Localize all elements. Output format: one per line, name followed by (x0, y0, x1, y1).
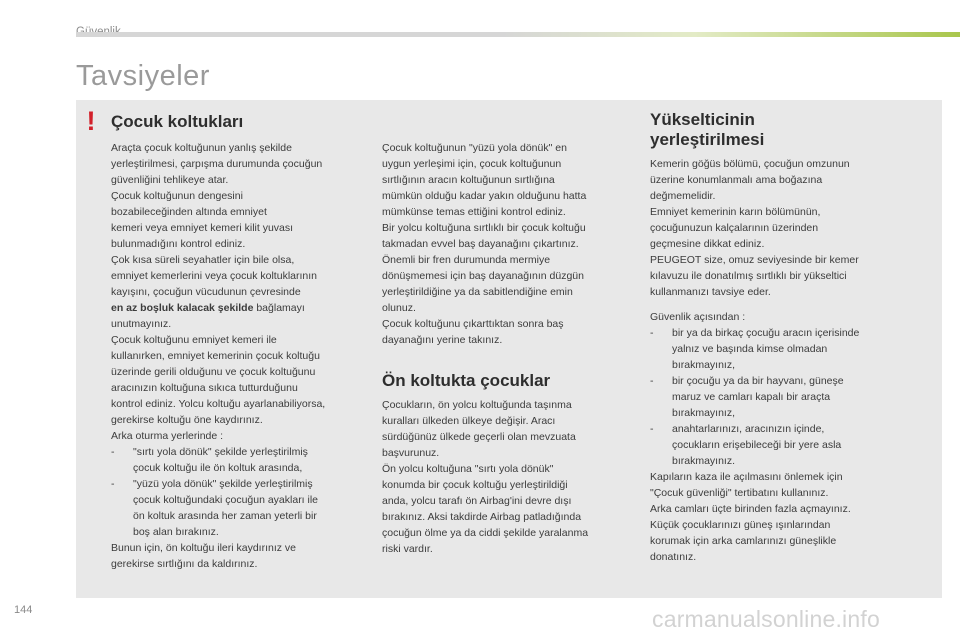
text-line: Emniyet kemerinin karın bölümünün, (650, 206, 821, 218)
child-seats-text-b (111, 316, 366, 444)
child-seats-text-end (111, 540, 366, 572)
text-line: anda, yolcu tarafı ön Airbag'ini devre dışı (382, 495, 572, 507)
text-line: Arka camları üçte birinden fazla açmayınız. (650, 503, 851, 515)
list-dash: - (111, 446, 115, 458)
text-line: Arka oturma yerlerinde : (111, 430, 224, 442)
child-seats-text-a (111, 140, 366, 300)
list-item (650, 325, 902, 373)
text-line: kayışını, çocuğun vücudunun çevresinde (111, 286, 301, 298)
text-line: çocuğun ölme ya da ciddi şekilde yaralanma (382, 527, 589, 539)
text-line: üzerine konumlanmalı ama boğazına (650, 174, 823, 186)
spacer (650, 300, 902, 309)
list-item-line: yalnız ve başında kimse olmadan (672, 343, 828, 355)
emphasis-text: en az boşluk kalacak şekilde (111, 302, 254, 314)
text-line: PEUGEOT size, omuz seviyesinde bir kemer (650, 254, 859, 266)
text-line: Çocuk koltuğunu emniyet kemeri ile (111, 334, 277, 346)
text-line: mümkünse temas ettiğini kontrol ediniz. (382, 206, 566, 218)
text-line: donatınız. (650, 551, 697, 563)
text-line: Bunun için, ön koltuğu ileri kaydırınız ve (111, 542, 297, 554)
booster-heading-line-2: yerleştirilmesi (650, 130, 765, 149)
child-seats-column-1 (111, 140, 366, 572)
text-line: "Çocuk güvenliği" tertibatını kullanınız. (650, 487, 829, 499)
text-line: aracınızın koltuğuna sıkıca tutturduğunu (111, 382, 298, 394)
text-line: kullanmanızı tavsiye eder. (650, 286, 771, 298)
list-item-line: bırakmayınız. (672, 455, 736, 467)
text-line: sırtlığının aracın koltuğunun sırtlığına (382, 174, 555, 186)
child-seats-heading: Çocuk koltukları (111, 112, 244, 131)
list-item-line: çocuk koltuğu ile ön koltuk arasında, (133, 462, 303, 474)
text-line: kullanırken, emniyet kemerinin çocuk koltuğu (111, 350, 320, 362)
watermark: carmanualsonline.info (652, 606, 880, 632)
front-seat-heading: Ön koltukta çocuklar (382, 371, 551, 390)
text-line: çocuğunuzun kalçalarının üzerinden (650, 222, 819, 234)
text-line: Kapıların kaza ile açılmasını önlemek için (650, 471, 843, 483)
text-line: Çocuk koltuğunun dengesini (111, 190, 243, 202)
list-dash: - (650, 375, 654, 387)
header-rule (76, 32, 960, 37)
booster-heading (650, 110, 900, 150)
list-item (111, 444, 366, 476)
list-item (111, 476, 366, 540)
text-line: yerleştirilmesi, çarpışma durumunda çocuğun (111, 158, 323, 170)
text-line: yerleştirildiğine ya da sabitlendiğine emin (382, 286, 573, 298)
text-line: üzerinde gerili olduğunu ve çocuk koltuğunu (111, 366, 316, 378)
emphasis-tail: bağlamayı (253, 302, 305, 314)
list-item-line: "yüzü yola dönük" şekilde yerleştirilmiş (133, 478, 313, 490)
list-item (650, 373, 902, 421)
list-item-line: anahtarlarınızı, aracınızın içinde, (672, 423, 825, 435)
text-line: Kemerin göğüs bölümü, çocuğun omzunun (650, 158, 850, 170)
safety-list (650, 325, 902, 469)
text-line: Bir yolcu koltuğuna sırtlıklı bir çocuk koltuğu (382, 222, 586, 234)
bold-line (111, 300, 366, 316)
text-line: uygun yerleşimi için, çocuk koltuğunun (382, 158, 562, 170)
safety-intro: Güvenlik açısından : (650, 311, 746, 323)
child-seats-column-2 (382, 140, 637, 348)
text-line: kemeri veya emniyet kemeri kilit yuvası (111, 222, 294, 234)
text-line: Araçta çocuk koltuğunun yanlış şekilde (111, 142, 292, 154)
list-dash: - (111, 478, 115, 490)
text-line: güvenliğini tehlikeye atar. (111, 174, 229, 186)
page-title: Tavsiyeler (76, 60, 210, 92)
text-line: Ön yolcu koltuğuna "sırtı yola dönük" (382, 463, 554, 475)
front-seat-text (382, 397, 637, 557)
list-item-line: çocuk koltuğundaki çocuğun ayakları ile (133, 494, 319, 506)
text-line: Çocuk koltuğunu çıkarttıktan sonra baş (382, 318, 564, 330)
text-line: riski vardır. (382, 543, 433, 555)
text-line: olunuz. (382, 302, 416, 314)
text-line: gerekirse koltuğu öne kaydırınız. (111, 414, 263, 426)
text-line: takmadan evvel baş dayanağını çıkartınız. (382, 238, 579, 250)
text-line: Çocukların, ön yolcu koltuğunda taşınma (382, 399, 572, 411)
text-line: kılavuzu ile donatılmış sırtlıklı bir yükseltici (650, 270, 847, 282)
list-item-line: boş alan bırakınız. (133, 526, 219, 538)
text-line: dayanağını yerine takınız. (382, 334, 503, 346)
text-line: geçmesine dikkat ediniz. (650, 238, 765, 250)
text-line: sürdüğünüz ülkede geçerli olan mevzuata (382, 431, 576, 443)
text-line: konumda bir çocuk koltuğu yerleştirildiği (382, 479, 568, 491)
text-line: bozabileceğinden altında emniyet (111, 206, 267, 218)
list-item-line: bir ya da birkaç çocuğu aracın içerisinde (672, 327, 860, 339)
text-line: başvurunuz. (382, 447, 440, 459)
list-dash: - (650, 423, 654, 435)
booster-heading-line-1: Yükselticinin (650, 110, 755, 129)
list-dash: - (650, 327, 654, 339)
text-line: Küçük çocuklarınızı güneş ışınlarından (650, 519, 831, 531)
text-line: bırakınız. Aksi takdirde Airbag patladığında (382, 511, 582, 523)
text-line: korumak için arka camlarınızı güneşlikle (650, 535, 837, 547)
text-line: kuralları ülkeden ülkeye değişir. Aracı (382, 415, 556, 427)
text-line: unutmayınız. (111, 318, 172, 330)
rear-seat-list (111, 444, 366, 540)
booster-column (650, 156, 902, 565)
list-item-line: bir çocuğu ya da bir hayvanı, güneşe (672, 375, 844, 387)
list-item (650, 421, 902, 469)
warning-exclamation-icon: ! (86, 106, 96, 136)
text-line: bulunmadığını kontrol ediniz. (111, 238, 246, 250)
text-line: emniyet kemerlerini veya çocuk koltuklarının (111, 270, 318, 282)
page-number: 144 (14, 604, 33, 616)
text-line: kontrol ediniz. Yolcu koltuğu ayarlanabiliyorsa, (111, 398, 326, 410)
list-item-line: çocukların erişebileceği bir yere asla (672, 439, 842, 451)
text-line: Çok kısa süreli seyahatler için bile olsa, (111, 254, 295, 266)
list-item-line: bırakmayınız, (672, 359, 736, 371)
text-line: Çocuk koltuğunun "yüzü yola dönük" en (382, 142, 567, 154)
list-item-line: ön koltuk arasında her zaman yeterli bir (133, 510, 317, 522)
list-item-line: maruz ve camları kapalı bir araçta (672, 391, 831, 403)
list-item-line: bırakmayınız, (672, 407, 736, 419)
text-line: dönüşmemesi için baş dayanağının düzgün (382, 270, 584, 282)
text-line: gerekirse sırtlığını da kaldırınız. (111, 558, 258, 570)
text-line: Önemli bir fren durumunda mermiye (382, 254, 551, 266)
list-item-line: "sırtı yola dönük" şekilde yerleştirilmiş (133, 446, 308, 458)
text-line: mümkün olduğu kadar yakın olduğunu hatta (382, 190, 587, 202)
booster-text (650, 156, 902, 300)
safety-text-end (650, 469, 902, 565)
text-line: değmemelidir. (650, 190, 716, 202)
